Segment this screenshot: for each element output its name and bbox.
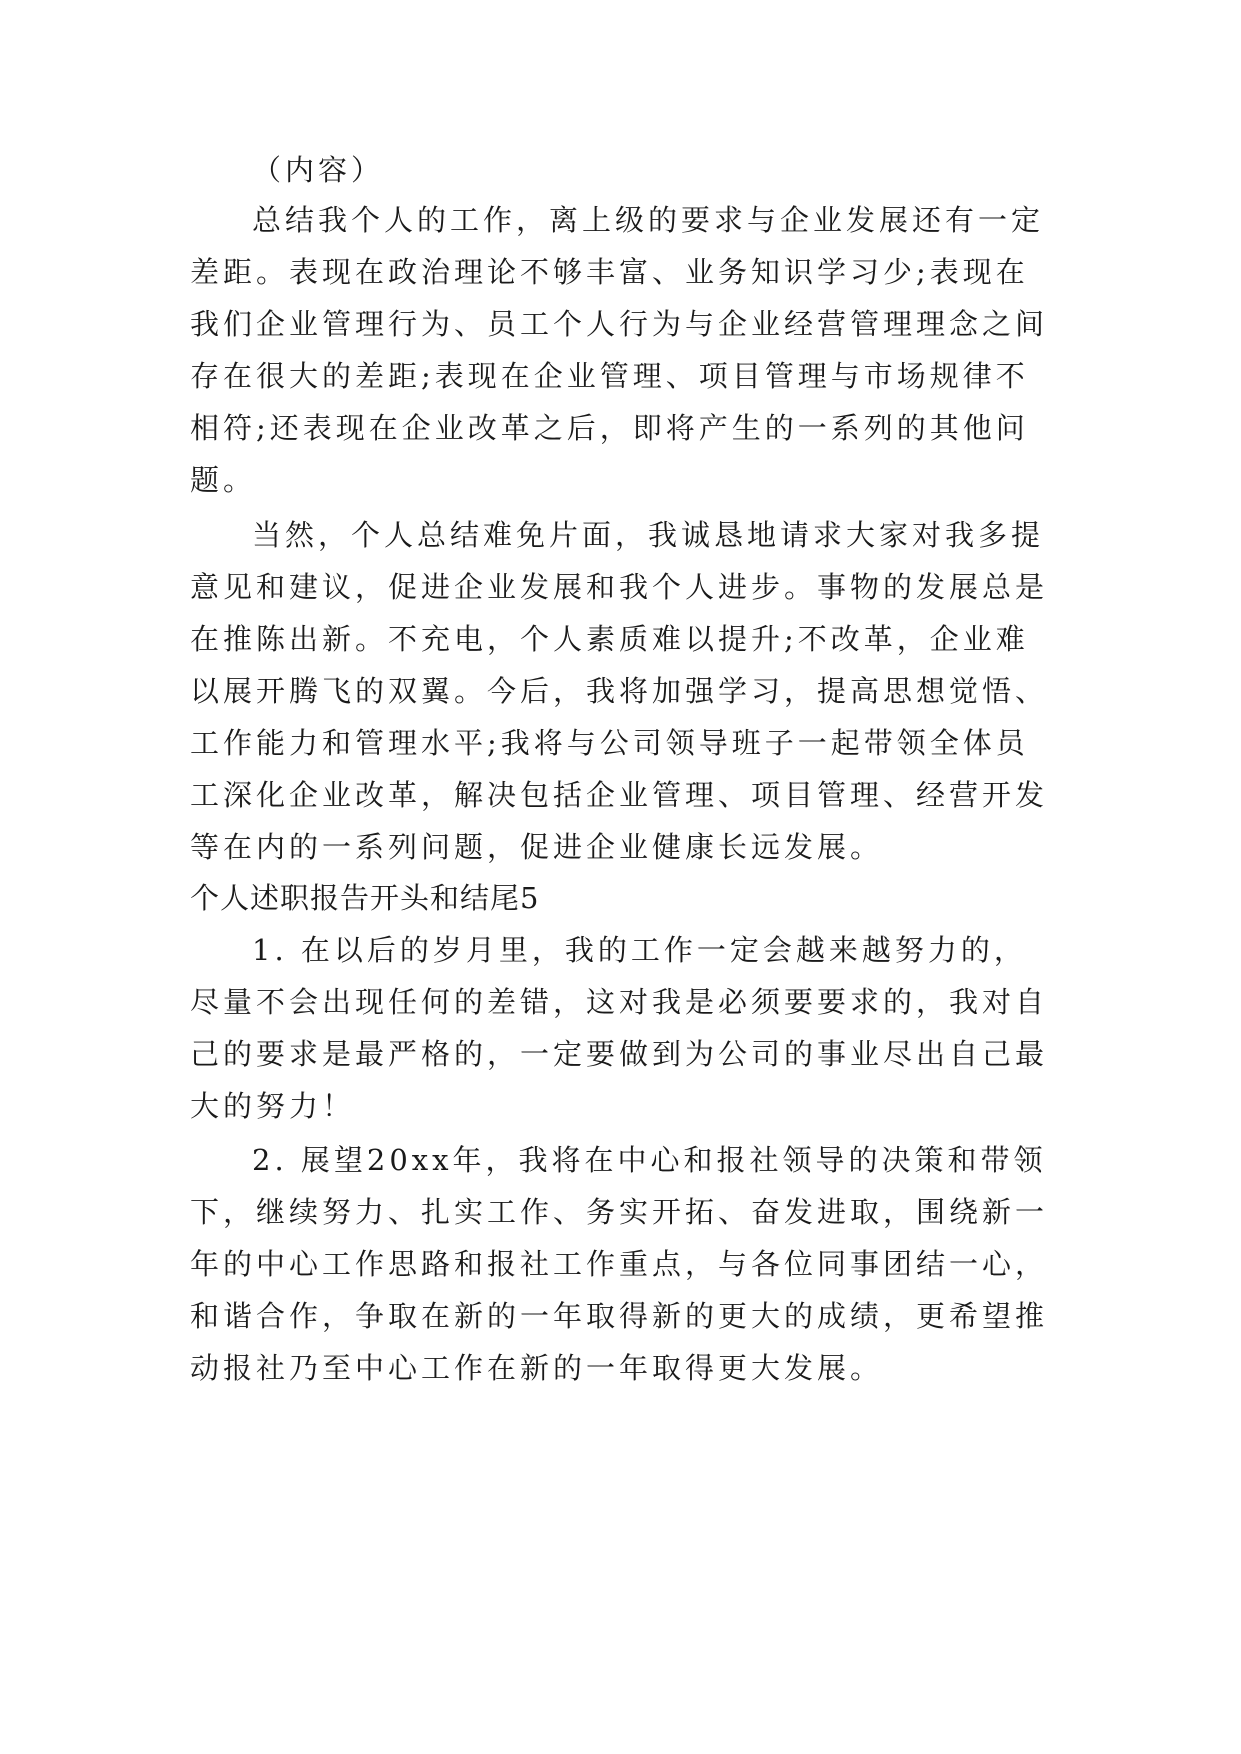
text-line: 以展开腾飞的双翼。今后，我将加强学习，提高思想觉悟、: [190, 674, 1049, 708]
text-line: 题。: [190, 463, 257, 497]
section-heading: 个人述职报告开头和结尾5: [190, 881, 540, 915]
text-line: 我们企业管理行为、员工个人行为与企业经营管理理念之间: [190, 307, 1049, 341]
text-line: 尽量不会出现任何的差错，这对我是必须要要求的，我对自: [190, 985, 1049, 1019]
text-line: 在推陈出新。不充电，个人素质难以提升;不改革，企业难: [190, 622, 1029, 656]
text-line: 动报社乃至中心工作在新的一年取得更大发展。: [190, 1351, 884, 1385]
paragraph-first-line: 当然，个人总结难免片面，我诚恳地请求大家对我多提: [252, 518, 1045, 552]
text-line: 己的要求是最严格的，一定要做到为公司的事业尽出自己最: [190, 1037, 1049, 1071]
text-line: 大的努力！: [190, 1089, 356, 1123]
text-line: （内容）: [252, 153, 385, 187]
text-line: 意见和建议，促进企业发展和我个人进步。事物的发展总是: [190, 570, 1049, 604]
text-line: 相符;还表现在企业改革之后，即将产生的一系列的其他问: [190, 411, 1029, 445]
paragraph-first-line: 2. 展望20xx年，我将在中心和报社领导的决策和带领: [252, 1143, 1047, 1177]
paragraph-first-line: 1. 在以后的岁月里，我的工作一定会越来越努力的，: [252, 933, 1027, 967]
text-line: 等在内的一系列问题，促进企业健康长远发展。: [190, 830, 884, 864]
text-line: 工作能力和管理水平;我将与公司领导班子一起带领全体员: [190, 726, 1029, 760]
text-line: 工深化企业改革，解决包括企业管理、项目管理、经营开发: [190, 778, 1049, 812]
text-line: 和谐合作，争取在新的一年取得新的更大的成绩，更希望推: [190, 1299, 1049, 1333]
text-line: 下，继续努力、扎实工作、务实开拓、奋发进取，围绕新一: [190, 1195, 1049, 1229]
text-line: 年的中心工作思路和报社工作重点，与各位同事团结一心，: [190, 1247, 1049, 1281]
text-line: 存在很大的差距;表现在企业管理、项目管理与市场规律不: [190, 359, 1029, 393]
text-line: 差距。表现在政治理论不够丰富、业务知识学习少;表现在: [190, 255, 1029, 289]
paragraph-first-line: 总结我个人的工作，离上级的要求与企业发展还有一定: [252, 203, 1045, 237]
